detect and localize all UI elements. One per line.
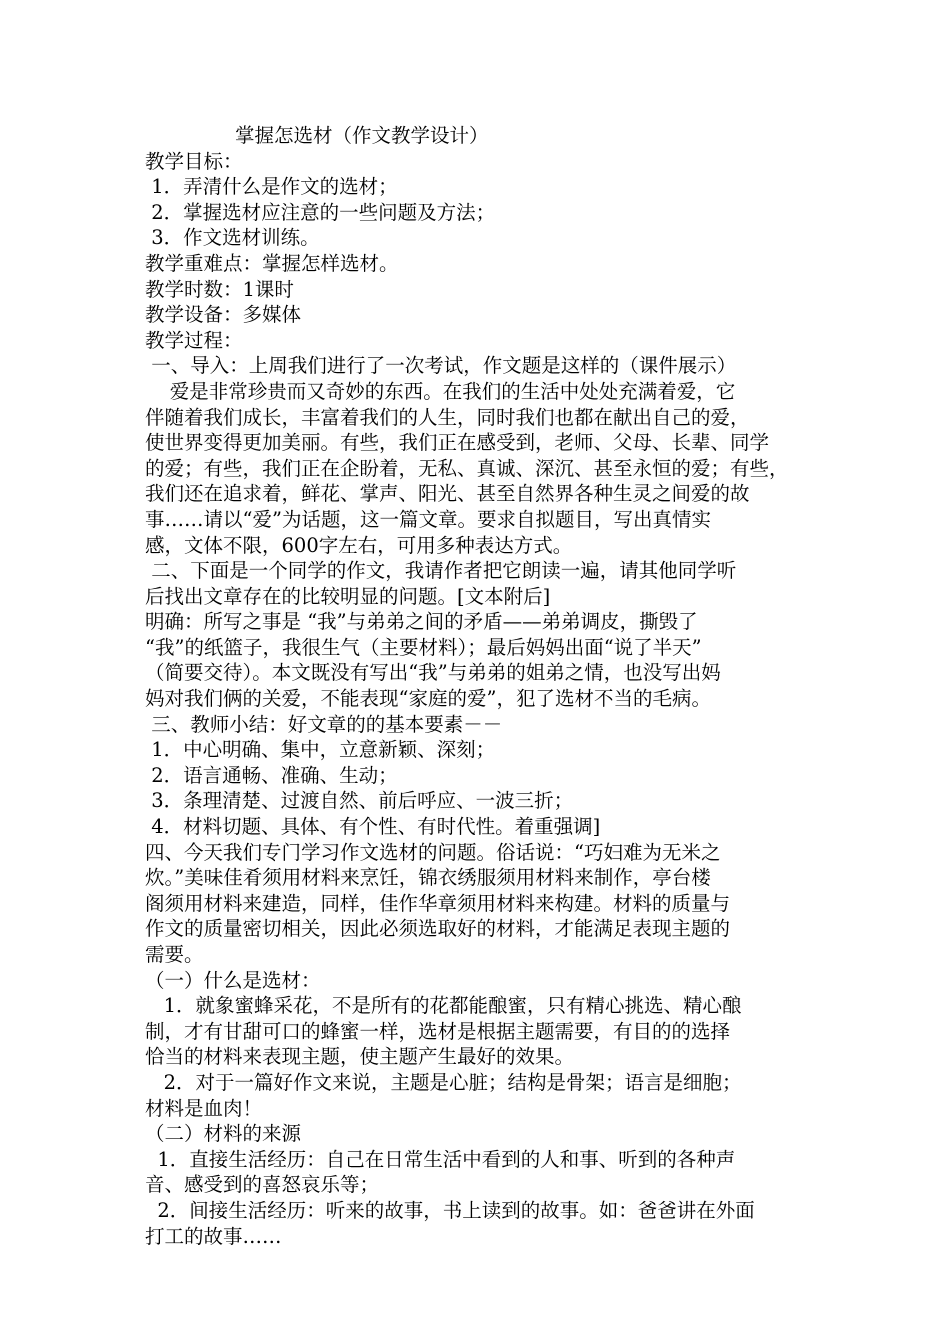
text-line: 教学过程： bbox=[145, 328, 243, 352]
text-line: 音、感受到的喜怒哀乐等； bbox=[145, 1173, 380, 1197]
text-line: 需要。 bbox=[145, 943, 204, 966]
text-line: 的爱；有些，我们正在企盼着，无私、真诚、深沉、甚至永恒的爱；有些， bbox=[145, 456, 789, 480]
text-line: 明确：所写之事是 “我”与弟弟之间的矛盾——弟弟调皮，撕毁了 bbox=[145, 610, 698, 634]
text-line: 教学重难点：掌握怎样选材。 bbox=[145, 251, 399, 275]
text-line: 爱是非常珍贵而又奇妙的东西。在我们的生活中处处充满着爱，它 bbox=[145, 379, 736, 403]
text-line: 1．直接生活经历：自己在日常生活中看到的人和事、听到的各种声 bbox=[145, 1147, 736, 1171]
text-line: 2．对于一篇好作文来说，主题是心脏；结构是骨架；语言是细胞； bbox=[145, 1070, 742, 1094]
text-line: 感，文体不限，600字左右，可用多种表达方式。 bbox=[145, 533, 573, 557]
text-line: 恰当的材料来表现主题，使主题产生最好的效果。 bbox=[145, 1045, 575, 1069]
text-line: 教学目标： bbox=[145, 149, 243, 173]
text-line: （简要交待）。本文既没有写出“我”与弟弟的姐弟之情，也没写出妈 bbox=[145, 661, 721, 685]
text-line: 4．材料切题、具体、有个性、有时代性。着重强调] bbox=[145, 815, 601, 839]
text-line: 三、教师小结：好文章的的基本要素－－ bbox=[145, 712, 503, 736]
text-line: 四、今天我们专门学习作文选材的问题。俗话说：“巧妇难为无米之 bbox=[145, 840, 721, 864]
text-line: 1．中心明确、集中，立意新颖、深刻； bbox=[145, 738, 496, 762]
document-title: 掌握怎选材（作文教学设计） bbox=[235, 124, 489, 147]
text-line: 后找出文章存在的比较明显的问题。[文本附后] bbox=[145, 584, 551, 608]
text-line: 材料是血肉！ bbox=[145, 1096, 263, 1120]
text-line: 1．弄清什么是作文的选材； bbox=[145, 175, 398, 199]
text-line: 制，才有甘甜可口的蜂蜜一样，选材是根据主题需要，有目的的选择 bbox=[145, 1019, 731, 1043]
text-line: 伴随着我们成长，丰富着我们的人生，同时我们也都在献出自己的爱， bbox=[145, 405, 750, 429]
text-line: 3．作文选材训练。 bbox=[145, 226, 320, 250]
text-line: 一、导入：上周我们进行了一次考试，作文题是这样的（课件展示） bbox=[145, 354, 737, 378]
text-line: 作文的质量密切相关，因此必须选取好的材料，才能满足表现主题的 bbox=[145, 917, 731, 941]
text-line: 2．间接生活经历：听来的故事，书上读到的故事。如：爸爸讲在外面 bbox=[145, 1198, 755, 1222]
text-line: 2．语言通畅、准确、生动； bbox=[145, 763, 398, 787]
text-line: 1．就象蜜蜂采花，不是所有的花都能酿蜜，只有精心挑选、精心酿 bbox=[145, 994, 742, 1018]
text-line: （二）材料的来源 bbox=[145, 1122, 302, 1146]
text-line: 妈对我们俩的关爱，不能表现“家庭的爱”，犯了选材不当的毛病。 bbox=[145, 687, 711, 711]
text-line: （一）什么是选材： bbox=[145, 968, 321, 992]
text-line: 我们还在追求着，鲜花、掌声、阳光、甚至自然界各种生灵之间爱的故 bbox=[145, 482, 750, 506]
text-line: 教学设备：多媒体 bbox=[145, 303, 302, 327]
text-line: 阁须用材料来建造，同样，佳作华章须用材料来构建。材料的质量与 bbox=[145, 891, 731, 915]
text-line: 3．条理清楚、过渡自然、前后呼应、一波三折； bbox=[145, 789, 574, 813]
text-line: 事……请以“爱”为话题，这一篇文章。要求自拟题目，写出真情实 bbox=[145, 507, 711, 531]
text-line: 炊。”美味佳肴须用材料来烹饪，锦衣绣服须用材料来制作，亭台楼 bbox=[145, 866, 711, 890]
text-line: 二、下面是一个同学的作文，我请作者把它朗读一遍，请其他同学听 bbox=[145, 559, 737, 583]
text-line: 打工的故事…… bbox=[145, 1224, 282, 1248]
text-line: 2．掌握选材应注意的一些问题及方法； bbox=[145, 200, 496, 224]
document-body bbox=[145, 123, 813, 1249]
text-line: 教学时数：1课时 bbox=[145, 277, 294, 301]
document-lines bbox=[145, 149, 813, 1250]
text-line: 使世界变得更加美丽。有些，我们正在感受到，老师、父母、长辈、同学 bbox=[145, 431, 770, 455]
text-line: “我”的纸篮子，我很生气（主要材料）；最后妈妈出面“说了半天” bbox=[145, 635, 702, 659]
